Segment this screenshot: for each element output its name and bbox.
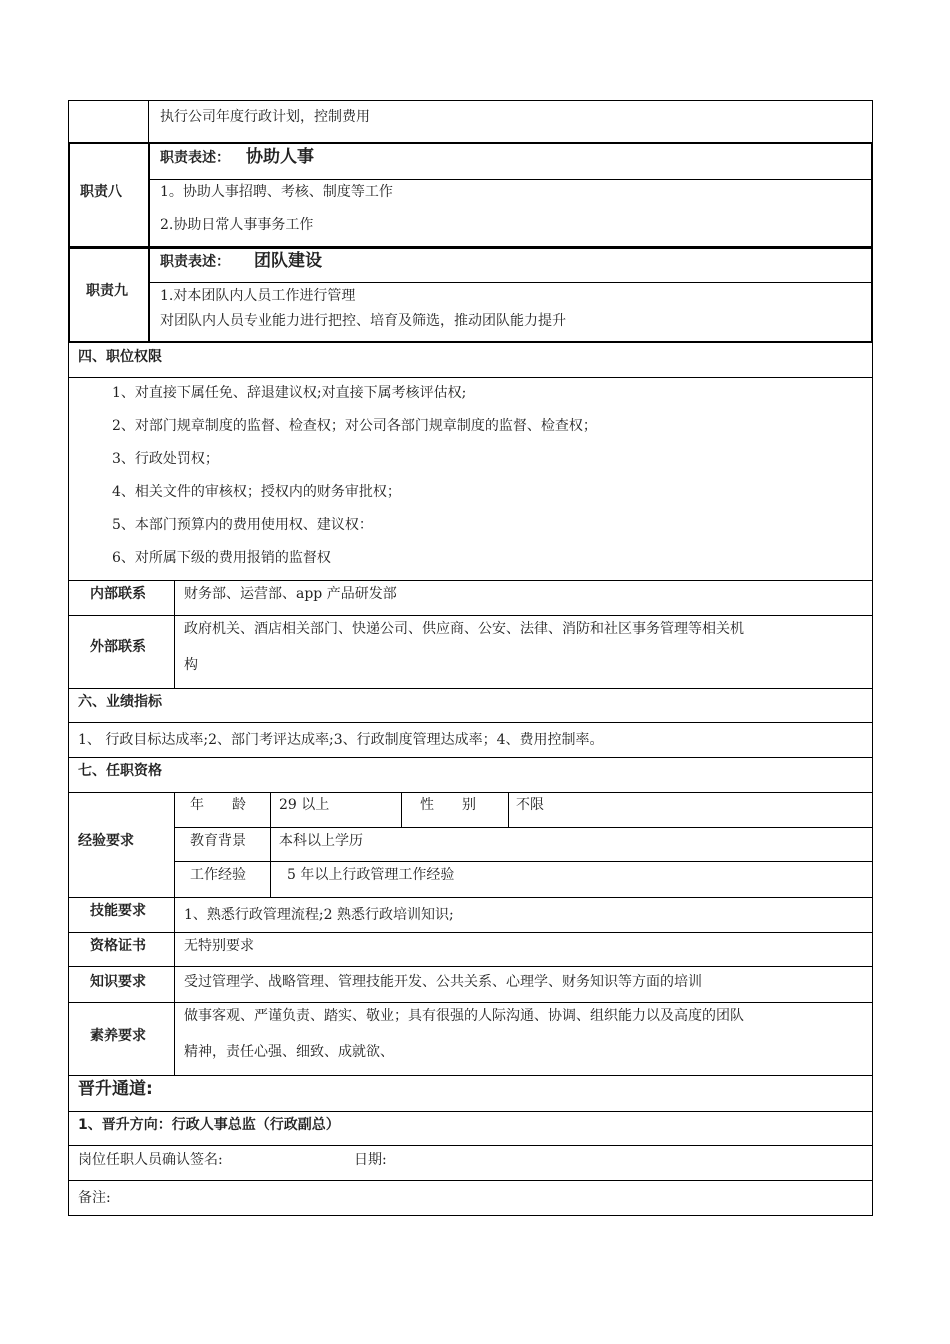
knowledge-label: 知识要求 <box>90 974 146 990</box>
cell-divider <box>148 247 150 343</box>
row-divider <box>68 966 873 967</box>
duty8-desc-value: 协助人事 <box>246 147 314 167</box>
internal-contact-value: 财务部、运营部、app 产品研发部 <box>184 586 397 602</box>
external-contact-label: 外部联系 <box>90 639 146 655</box>
qualification-heading: 七、任职资格 <box>78 763 162 779</box>
education-value: 本科以上学历 <box>279 833 363 849</box>
row-divider <box>68 377 873 378</box>
external-contact-value: 政府机关、酒店相关部门、快递公司、供应商、公安、法律、消防和社区事务管理等相关机 <box>184 621 744 637</box>
row-divider <box>174 827 873 828</box>
authority-item: 1、对直接下属任免、辞退建议权;对直接下属考核评估权; <box>112 385 467 401</box>
age-value: 29 以上 <box>279 797 330 813</box>
row-divider <box>68 1180 873 1181</box>
education-label: 教育背景 <box>190 833 246 849</box>
duty8-label: 职责八 <box>80 184 122 200</box>
certificate-label: 资格证书 <box>90 938 146 954</box>
note-label: 备注: <box>78 1190 111 1206</box>
cell-divider <box>508 792 509 827</box>
row-divider <box>68 1002 873 1003</box>
row-divider <box>68 1075 873 1076</box>
work-experience-value: 5 年以上行政管理工作经验 <box>287 867 455 883</box>
duty9-item: 对团队内人员专业能力进行把控、培育及筛选，推动团队能力提升 <box>160 313 566 329</box>
experience-label: 经验要求 <box>78 833 134 849</box>
top-row-text: 执行公司年度行政计划，控制费用 <box>160 109 370 125</box>
authority-item: 6、对所属下级的费用报销的监督权 <box>112 550 331 566</box>
internal-contact-label: 内部联系 <box>90 586 146 602</box>
row-divider <box>148 282 873 283</box>
row-divider <box>68 615 873 616</box>
row-divider <box>68 897 873 898</box>
cell-divider <box>148 100 149 142</box>
cell-divider <box>148 142 150 248</box>
cell-divider <box>270 792 271 897</box>
duty8-item: 1。协助人事招聘、考核、制度等工作 <box>160 184 393 200</box>
cell-divider <box>174 580 175 688</box>
row-divider <box>68 932 873 933</box>
authority-item: 4、相关文件的审核权；授权内的财务审批权； <box>112 484 401 500</box>
row-divider <box>148 179 873 180</box>
duty9-desc-value: 团队建设 <box>254 251 322 271</box>
date-label: 日期: <box>354 1152 387 1168</box>
row-divider <box>68 757 873 758</box>
work-experience-label: 工作经验 <box>190 867 246 883</box>
promotion-heading: 晋升通道: <box>78 1079 153 1099</box>
gender-value: 不限 <box>516 797 544 813</box>
cell-divider <box>401 792 402 827</box>
row-divider <box>68 688 873 689</box>
duty8-item: 2.协助日常人事事务工作 <box>160 217 314 233</box>
row-divider <box>68 580 873 581</box>
quality-label: 素养要求 <box>90 1028 146 1044</box>
performance-text: 1、 行政目标达成率;2、部门考评达成率;3、行政制度管理达成率；4、费用控制率。 <box>78 732 604 748</box>
row-divider <box>68 1111 873 1112</box>
sign-label: 岗位任职人员确认签名: <box>78 1152 223 1168</box>
external-contact-value: 构 <box>184 657 198 673</box>
skill-value: 1、熟悉行政管理流程;2 熟悉行政培训知识; <box>184 907 454 923</box>
skill-label: 技能要求 <box>90 903 146 919</box>
gender-label: 性 别 <box>420 797 476 813</box>
duty8-desc-label: 职责表述： <box>160 150 230 166</box>
duty9-desc-label: 职责表述： <box>160 254 230 270</box>
quality-value: 做事客观、严谨负责、踏实、敬业；具有很强的人际沟通、协调、组织能力以及高度的团队 <box>184 1008 744 1024</box>
promotion-direction: 1、晋升方向：行政人事总监（行政副总） <box>78 1117 340 1133</box>
performance-heading: 六、业绩指标 <box>78 694 162 710</box>
authority-item: 3、行政处罚权； <box>112 451 219 467</box>
knowledge-value: 受过管理学、战略管理、管理技能开发、公共关系、心理学、财务知识等方面的培训 <box>184 974 702 990</box>
row-divider <box>68 792 873 793</box>
row-divider <box>174 861 873 862</box>
duty9-item: 1.对本团队内人员工作进行管理 <box>160 288 356 304</box>
duty9-label: 职责九 <box>86 283 128 299</box>
age-label: 年 龄 <box>190 797 246 813</box>
cell-divider <box>174 792 175 1075</box>
row-divider <box>68 1145 873 1146</box>
certificate-value: 无特别要求 <box>184 938 254 954</box>
authority-heading: 四、职位权限 <box>78 349 162 365</box>
authority-item: 5、本部门预算内的费用使用权、建议权： <box>112 517 373 533</box>
authority-item: 2、对部门规章制度的监督、检查权；对公司各部门规章制度的监督、检查权； <box>112 418 597 434</box>
quality-value: 精神，责任心强、细致、成就欲、 <box>184 1044 394 1060</box>
row-divider <box>68 722 873 723</box>
